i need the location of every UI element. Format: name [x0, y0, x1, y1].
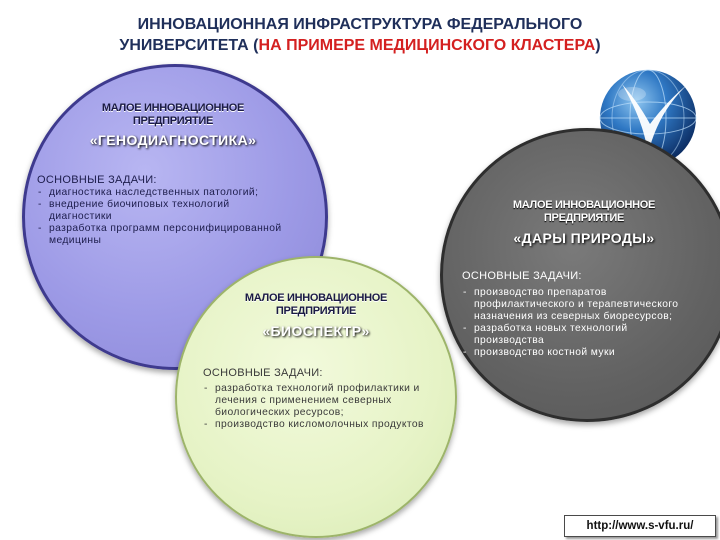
list-item: - разработка технологий профилактики и лечения с применением северных биологических ресурсов;	[203, 383, 443, 419]
title-line-2-prefix: УНИВЕРСИТЕТА (	[119, 37, 259, 54]
dary-prirody-type-line-2: ПРЕДПРИЯТИЕ	[543, 212, 625, 224]
dary-prirody-type	[473, 199, 695, 225]
list-item: - диагностика наследственных патологий;	[37, 187, 285, 199]
genodiagnostika-type	[62, 102, 284, 128]
list-item: - производство препаратов профилактического и терапевтического назначения из северных биоресурсов;	[462, 287, 690, 323]
title-highlight: НА ПРИМЕРЕ МЕДИЦИНСКОГО КЛАСТЕРА	[258, 37, 596, 54]
title-line-2-suffix: )	[595, 37, 601, 54]
dary-prirody-tasks	[462, 270, 690, 359]
genodiagnostika-tasks-heading: ОСНОВНЫЕ ЗАДАЧИ:	[37, 174, 157, 186]
list-item: - производство кисломолочных продуктов	[203, 419, 443, 431]
title-line-2	[0, 35, 720, 56]
biospektr-task-list	[203, 383, 443, 431]
genodiagnostika-name: «ГЕНОДИАГНОСТИКА»	[89, 132, 257, 148]
website-url[interactable]: http://www.s-vfu.ru/	[564, 515, 716, 537]
biospektr-type	[205, 292, 427, 318]
title-line-1: ИННОВАЦИОННАЯ ИНФРАСТРУКТУРА ФЕДЕРАЛЬНОГО	[137, 16, 583, 33]
dary-prirody-type-line-1: МАЛОЕ ИННОВАЦИОННОЕ	[512, 199, 656, 211]
biospektr-type-line-1: МАЛОЕ ИННОВАЦИОННОЕ	[244, 292, 388, 304]
dary-prirody-name: «ДАРЫ ПРИРОДЫ»	[513, 230, 655, 246]
genodiagnostika-task-list	[37, 187, 285, 247]
genodiagnostika-tasks	[37, 174, 285, 247]
list-item: - производство костной муки	[462, 347, 690, 359]
dary-prirody-tasks-heading: ОСНОВНЫЕ ЗАДАЧИ:	[462, 270, 582, 282]
list-item: - разработка новых технологий производства	[462, 323, 690, 347]
biospektr-name: «БИОСПЕКТР»	[262, 323, 370, 339]
genodiagnostika-type-line-2: ПРЕДПРИЯТИЕ	[132, 115, 214, 127]
list-item: - разработка программ персонифицированной медицины	[37, 223, 285, 247]
biospektr-tasks	[203, 367, 443, 431]
biospektr-tasks-heading: ОСНОВНЫЕ ЗАДАЧИ:	[203, 367, 323, 379]
dary-prirody-task-list	[462, 287, 690, 359]
slide-title	[0, 14, 720, 56]
list-item: - внедрение биочиповых технологий диагностики	[37, 199, 285, 223]
biospektr-type-line-2: ПРЕДПРИЯТИЕ	[275, 305, 357, 317]
genodiagnostika-type-line-1: МАЛОЕ ИННОВАЦИОННОЕ	[101, 102, 245, 114]
